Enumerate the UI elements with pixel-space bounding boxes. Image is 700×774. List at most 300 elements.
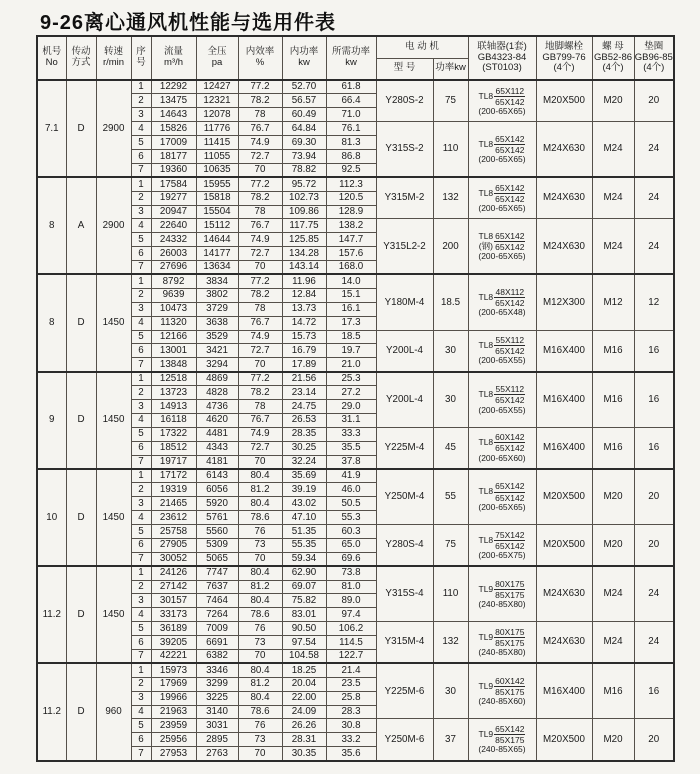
cell-required-power: 17.3 — [326, 316, 376, 330]
cell-flow: 15973 — [151, 663, 196, 677]
cell-nut: M16 — [592, 427, 634, 469]
cell-coupling — [468, 719, 536, 761]
header-line: 序 — [136, 46, 146, 58]
cell-anchor-bolt: M20X500 — [536, 525, 592, 567]
cell-washer: 16 — [634, 427, 674, 469]
cell-inner-power: 21.56 — [282, 372, 326, 386]
header-line: (4个) — [602, 62, 624, 74]
cell-efficiency: 72.7 — [238, 149, 282, 163]
cell-required-power: 114.5 — [326, 636, 376, 650]
cell-coupling — [468, 177, 536, 219]
header-line: TL8 — [478, 90, 494, 101]
cell-washer: 20 — [634, 525, 674, 567]
cell-seq: 1 — [131, 469, 151, 483]
cell-motor-power: 55 — [433, 469, 468, 525]
table-row — [37, 219, 674, 233]
coupling-note: (200-65X55) — [478, 404, 526, 415]
cell-efficiency: 76 — [238, 719, 282, 733]
cell-pressure: 7637 — [196, 580, 238, 594]
cell-seq: 7 — [131, 455, 151, 469]
cell-efficiency: 76 — [238, 525, 282, 539]
cell-coupling — [468, 525, 536, 567]
cell-pressure: 10635 — [196, 163, 238, 177]
coupling-note: (200-65X65) — [478, 154, 526, 164]
cell-pressure: 4828 — [196, 386, 238, 400]
cell-efficiency: 72.7 — [238, 441, 282, 455]
coupling-bore-bottom: 85X175 — [495, 637, 525, 648]
table-row — [37, 469, 674, 483]
cell-pressure: 4620 — [196, 413, 238, 427]
cell-flow: 23959 — [151, 719, 196, 733]
cell-pressure: 11415 — [196, 136, 238, 150]
cell-coupling — [468, 427, 536, 469]
coupling-spec — [469, 579, 536, 610]
cell-flow: 18177 — [151, 149, 196, 163]
cell-required-power: 27.2 — [326, 386, 376, 400]
cell-nut: M16 — [592, 372, 634, 428]
header-line: 功率kw — [435, 62, 466, 74]
cell-inner-power: 47.10 — [282, 511, 326, 525]
coupling-main — [469, 724, 536, 745]
coupling-type — [479, 438, 494, 447]
cell-inner-power: 75.82 — [282, 594, 326, 608]
header-line: 机号 — [42, 46, 62, 58]
page-title: 9-26离心通风机性能与选用件表 — [40, 12, 337, 34]
header-line: TL8 — [478, 231, 494, 242]
cell-inner-power: 83.01 — [282, 608, 326, 622]
cell-required-power: 18.5 — [326, 330, 376, 344]
cell-flow: 18512 — [151, 441, 196, 455]
cell-seq: 5 — [131, 719, 151, 733]
cell-seq: 6 — [131, 247, 151, 261]
cell-pressure: 3346 — [196, 663, 238, 677]
cell-washer: 16 — [634, 663, 674, 719]
coupling-bore-top: 80X175 — [495, 578, 525, 589]
coupling-type — [479, 682, 494, 691]
header-line: TL8 — [478, 486, 494, 497]
col-header-inner-power — [282, 36, 326, 80]
cell-nut: M20 — [592, 525, 634, 567]
cell-required-power: 60.3 — [326, 525, 376, 539]
cell-motor-model: Y250M-6 — [376, 719, 433, 761]
cell-inner-power: 17.89 — [282, 358, 326, 372]
coupling-bore-fraction — [494, 183, 525, 204]
cell-efficiency: 70 — [238, 261, 282, 275]
cell-flow: 22640 — [151, 219, 196, 233]
cell-inner-power: 69.07 — [282, 580, 326, 594]
cell-inner-power: 60.49 — [282, 108, 326, 122]
coupling-bore-bottom: 65X142 — [495, 395, 525, 406]
cell-efficiency: 80.4 — [238, 663, 282, 677]
cell-required-power: 31.1 — [326, 413, 376, 427]
header-line: m³/h — [164, 57, 183, 68]
cell-machine-no: 8 — [37, 177, 66, 274]
cell-required-power: 14.0 — [326, 274, 376, 288]
cell-pressure: 5761 — [196, 511, 238, 525]
table-row — [37, 427, 674, 441]
cell-seq: 7 — [131, 261, 151, 275]
cell-pressure: 6143 — [196, 469, 238, 483]
col-header-speed — [96, 36, 131, 80]
cell-required-power: 50.5 — [326, 497, 376, 511]
cell-motor-power: 30 — [433, 372, 468, 428]
cell-efficiency: 70 — [238, 455, 282, 469]
cell-seq: 6 — [131, 733, 151, 747]
cell-flow: 11320 — [151, 316, 196, 330]
cell-inner-power: 59.34 — [282, 552, 326, 566]
cell-inner-power: 51.35 — [282, 525, 326, 539]
cell-pressure: 6382 — [196, 650, 238, 664]
cell-pressure: 3529 — [196, 330, 238, 344]
cell-inner-power: 109.86 — [282, 205, 326, 219]
header-line: (4个) — [553, 62, 575, 74]
cell-inner-power: 26.53 — [282, 413, 326, 427]
cell-pressure: 12427 — [196, 80, 238, 94]
cell-flow: 17009 — [151, 136, 196, 150]
coupling-bore-bottom: 85X175 — [495, 735, 525, 746]
cell-efficiency: 76 — [238, 622, 282, 636]
coupling-type — [479, 140, 494, 149]
coupling-bore-top: 65X142 — [495, 133, 525, 144]
cell-seq: 5 — [131, 136, 151, 150]
cell-efficiency: 80.4 — [238, 497, 282, 511]
cell-efficiency: 80.4 — [238, 594, 282, 608]
cell-seq: 4 — [131, 413, 151, 427]
coupling-main — [469, 432, 536, 453]
coupling-bore-bottom: 65X142 — [495, 96, 525, 107]
cell-nut: M24 — [592, 622, 634, 664]
cell-seq: 4 — [131, 122, 151, 136]
cell-required-power: 76.1 — [326, 122, 376, 136]
cell-inner-power: 11.96 — [282, 274, 326, 288]
coupling-bore-fraction — [494, 287, 525, 308]
cell-seq: 3 — [131, 691, 151, 705]
cell-drive-mode: D — [66, 663, 96, 760]
header-line: TL8 — [478, 187, 494, 198]
header-line: 号 — [136, 57, 146, 68]
coupling-type — [479, 633, 494, 642]
coupling-note: (200-65X55) — [478, 355, 526, 366]
header-line: kw — [345, 57, 357, 68]
cell-required-power: 21.0 — [326, 358, 376, 372]
cell-anchor-bolt: M16X400 — [536, 663, 592, 719]
table-body — [37, 80, 674, 761]
cell-flow: 17969 — [151, 677, 196, 691]
coupling-main — [469, 183, 536, 204]
cell-motor-power: 18.5 — [433, 274, 468, 330]
coupling-spec — [469, 530, 536, 561]
cell-flow: 13001 — [151, 344, 196, 358]
coupling-type — [479, 293, 494, 302]
cell-coupling — [468, 80, 536, 122]
cell-flow: 19360 — [151, 163, 196, 177]
coupling-spec — [469, 86, 536, 117]
cell-speed: 2900 — [96, 177, 131, 274]
cell-pressure: 14177 — [196, 247, 238, 261]
coupling-spec — [469, 183, 536, 214]
cell-pressure: 11776 — [196, 122, 238, 136]
cell-inner-power: 52.70 — [282, 80, 326, 94]
cell-washer: 16 — [634, 372, 674, 428]
cell-inner-power: 62.90 — [282, 566, 326, 580]
header-line: 转速 — [103, 46, 123, 58]
cell-required-power: 138.2 — [326, 219, 376, 233]
coupling-spec — [469, 134, 536, 165]
cell-washer: 24 — [634, 622, 674, 664]
cell-nut: M24 — [592, 177, 634, 219]
cell-required-power: 61.8 — [326, 80, 376, 94]
header-line: GB52-86 — [593, 51, 633, 63]
cell-motor-model: Y180M-4 — [376, 274, 433, 330]
coupling-bore-bottom: 65X142 — [495, 443, 525, 454]
cell-drive-mode: D — [66, 566, 96, 663]
cell-pressure: 3031 — [196, 719, 238, 733]
cell-efficiency: 77.2 — [238, 80, 282, 94]
cell-flow: 12292 — [151, 80, 196, 94]
cell-flow: 9639 — [151, 288, 196, 302]
header-line: TL8 — [478, 340, 494, 351]
cell-flow: 17172 — [151, 469, 196, 483]
cell-inner-power: 143.14 — [282, 261, 326, 275]
cell-motor-model: Y315S-4 — [376, 566, 433, 622]
cell-flow: 25956 — [151, 733, 196, 747]
cell-flow: 24126 — [151, 566, 196, 580]
header-line: TL9 — [478, 631, 494, 642]
cell-machine-no: 9 — [37, 372, 66, 469]
cell-pressure: 2895 — [196, 733, 238, 747]
cell-inner-power: 12.84 — [282, 288, 326, 302]
cell-inner-power: 104.58 — [282, 650, 326, 664]
cell-flow: 19717 — [151, 455, 196, 469]
cell-pressure: 7009 — [196, 622, 238, 636]
cell-inner-power: 30.35 — [282, 747, 326, 761]
header-line: 全压 — [207, 46, 227, 58]
cell-inner-power: 73.94 — [282, 149, 326, 163]
header-line: GB4323-84 — [477, 51, 527, 63]
cell-pressure: 13634 — [196, 261, 238, 275]
cell-coupling — [468, 469, 536, 525]
cell-pressure: 5560 — [196, 525, 238, 539]
cell-seq: 5 — [131, 330, 151, 344]
cell-washer: 24 — [634, 219, 674, 275]
coupling-spec — [469, 676, 536, 707]
cell-nut: M24 — [592, 122, 634, 178]
coupling-bore-top: 60X142 — [495, 675, 525, 686]
cell-inner-power: 56.57 — [282, 94, 326, 108]
cell-motor-power: 37 — [433, 719, 468, 761]
header-line: TL9 — [478, 729, 494, 739]
cell-efficiency: 77.2 — [238, 372, 282, 386]
cell-motor-model: Y200L-4 — [376, 330, 433, 372]
coupling-bore-fraction — [494, 134, 525, 155]
cell-nut: M16 — [592, 330, 634, 372]
cell-flow: 14643 — [151, 108, 196, 122]
cell-required-power: 73.8 — [326, 566, 376, 580]
cell-efficiency: 78 — [238, 302, 282, 316]
cell-motor-model: Y280S-4 — [376, 525, 433, 567]
header-line: 电 动 机 — [405, 40, 439, 52]
cell-required-power: 25.8 — [326, 691, 376, 705]
coupling-bore-bottom: 65X142 — [495, 346, 525, 357]
cell-nut: M20 — [592, 469, 634, 525]
cell-inner-power: 26.26 — [282, 719, 326, 733]
cell-flow: 30052 — [151, 552, 196, 566]
cell-seq: 1 — [131, 566, 151, 580]
cell-motor-model: Y280S-2 — [376, 80, 433, 122]
coupling-bore-fraction — [494, 432, 525, 453]
col-header-drive-mode — [66, 36, 96, 80]
cell-anchor-bolt: M24X630 — [536, 122, 592, 178]
coupling-note: (200-65X65) — [478, 501, 526, 512]
coupling-note: (200-65X65) — [478, 203, 526, 214]
coupling-bore-top: 60X142 — [495, 432, 525, 443]
cell-speed: 960 — [96, 663, 131, 760]
cell-required-power: 33.3 — [326, 427, 376, 441]
cell-drive-mode: A — [66, 177, 96, 274]
cell-pressure: 15955 — [196, 177, 238, 191]
coupling-bore-fraction — [494, 86, 525, 107]
header-line: (钢) — [478, 240, 493, 251]
cell-seq: 3 — [131, 205, 151, 219]
header-line: r/min — [102, 57, 125, 68]
cell-efficiency: 70 — [238, 163, 282, 177]
cell-inner-power: 78.82 — [282, 163, 326, 177]
cell-motor-model: Y225M-6 — [376, 663, 433, 719]
cell-inner-power: 24.75 — [282, 399, 326, 413]
cell-seq: 1 — [131, 80, 151, 94]
table-row — [37, 177, 674, 191]
col-header-flow — [151, 36, 196, 80]
cell-efficiency: 77.2 — [238, 274, 282, 288]
table-row — [37, 525, 674, 539]
coupling-note: (200-65X60) — [478, 452, 526, 463]
cell-seq: 7 — [131, 358, 151, 372]
cell-motor-power: 132 — [433, 177, 468, 219]
cell-inner-power: 125.85 — [282, 233, 326, 247]
cell-efficiency: 81.2 — [238, 483, 282, 497]
coupling-note: (240-85X80) — [478, 647, 526, 658]
coupling-bore-bottom: 85X175 — [495, 589, 525, 600]
cell-washer: 20 — [634, 719, 674, 761]
coupling-main — [469, 481, 536, 502]
cell-required-power: 128.9 — [326, 205, 376, 219]
cell-efficiency: 70 — [238, 747, 282, 761]
cell-inner-power: 90.50 — [282, 622, 326, 636]
coupling-spec — [469, 627, 536, 658]
cell-flow: 14913 — [151, 399, 196, 413]
coupling-type — [479, 730, 494, 739]
coupling-bore-bottom: 65X142 — [495, 242, 525, 253]
cell-motor-model: Y250M-4 — [376, 469, 433, 525]
cell-inner-power: 97.54 — [282, 636, 326, 650]
header-line: No — [45, 57, 58, 68]
cell-pressure: 3299 — [196, 677, 238, 691]
coupling-main — [469, 287, 536, 308]
cell-seq: 7 — [131, 650, 151, 664]
cell-flow: 17322 — [151, 427, 196, 441]
table-row — [37, 330, 674, 344]
cell-washer: 12 — [634, 274, 674, 330]
cell-flow: 12166 — [151, 330, 196, 344]
coupling-spec — [469, 432, 536, 463]
cell-seq: 1 — [131, 663, 151, 677]
coupling-type — [479, 232, 494, 251]
cell-efficiency: 76.7 — [238, 219, 282, 233]
cell-coupling — [468, 219, 536, 275]
header-line: GB96-85 — [634, 51, 673, 63]
cell-coupling — [468, 122, 536, 178]
cell-nut: M16 — [592, 663, 634, 719]
cell-anchor-bolt: M24X630 — [536, 219, 592, 275]
cell-pressure: 3225 — [196, 691, 238, 705]
cell-flow: 15826 — [151, 122, 196, 136]
header-line: 所需功率 — [331, 46, 370, 58]
cell-washer: 24 — [634, 177, 674, 219]
cell-flow: 16118 — [151, 413, 196, 427]
cell-flow: 23612 — [151, 511, 196, 525]
coupling-bore-fraction — [494, 384, 525, 405]
cell-required-power: 35.6 — [326, 747, 376, 761]
cell-anchor-bolt: M20X500 — [536, 719, 592, 761]
coupling-bore-fraction — [494, 231, 525, 252]
cell-motor-power: 30 — [433, 663, 468, 719]
header-line: 方式 — [71, 57, 91, 68]
cell-pressure: 4343 — [196, 441, 238, 455]
cell-inner-power: 28.35 — [282, 427, 326, 441]
cell-efficiency: 78.2 — [238, 288, 282, 302]
col-header-coupling — [468, 36, 536, 80]
header-row-1 — [37, 36, 674, 58]
cell-efficiency: 78.2 — [238, 94, 282, 108]
cell-efficiency: 78.2 — [238, 191, 282, 205]
cell-speed: 1450 — [96, 372, 131, 469]
cell-required-power: 168.0 — [326, 261, 376, 275]
cell-inner-power: 30.25 — [282, 441, 326, 455]
cell-required-power: 106.2 — [326, 622, 376, 636]
cell-required-power: 122.7 — [326, 650, 376, 664]
col-header-machine-no — [37, 36, 66, 80]
header-line: TL9 — [478, 680, 494, 691]
cell-efficiency: 74.9 — [238, 136, 282, 150]
coupling-bore-fraction — [494, 335, 525, 356]
cell-pressure: 14644 — [196, 233, 238, 247]
cell-nut: M24 — [592, 219, 634, 275]
cell-pressure: 7264 — [196, 608, 238, 622]
cell-flow: 33173 — [151, 608, 196, 622]
header-line: 联轴器(1套) — [477, 41, 527, 53]
coupling-main — [469, 134, 536, 155]
cell-flow: 19966 — [151, 691, 196, 705]
cell-pressure: 15112 — [196, 219, 238, 233]
cell-inner-power: 69.30 — [282, 136, 326, 150]
cell-inner-power: 20.04 — [282, 677, 326, 691]
table-row — [37, 719, 674, 733]
cell-required-power: 16.1 — [326, 302, 376, 316]
cell-efficiency: 81.2 — [238, 677, 282, 691]
cell-seq: 5 — [131, 427, 151, 441]
cell-speed: 1450 — [96, 274, 131, 371]
coupling-main — [469, 676, 536, 697]
cell-required-power: 35.5 — [326, 441, 376, 455]
coupling-bore-fraction — [494, 530, 525, 551]
header-line: 地脚螺栓 — [544, 41, 583, 53]
coupling-type — [479, 189, 494, 198]
coupling-spec — [469, 335, 536, 366]
cell-efficiency: 70 — [238, 650, 282, 664]
cell-flow: 27696 — [151, 261, 196, 275]
cell-required-power: 71.0 — [326, 108, 376, 122]
cell-inner-power: 28.31 — [282, 733, 326, 747]
